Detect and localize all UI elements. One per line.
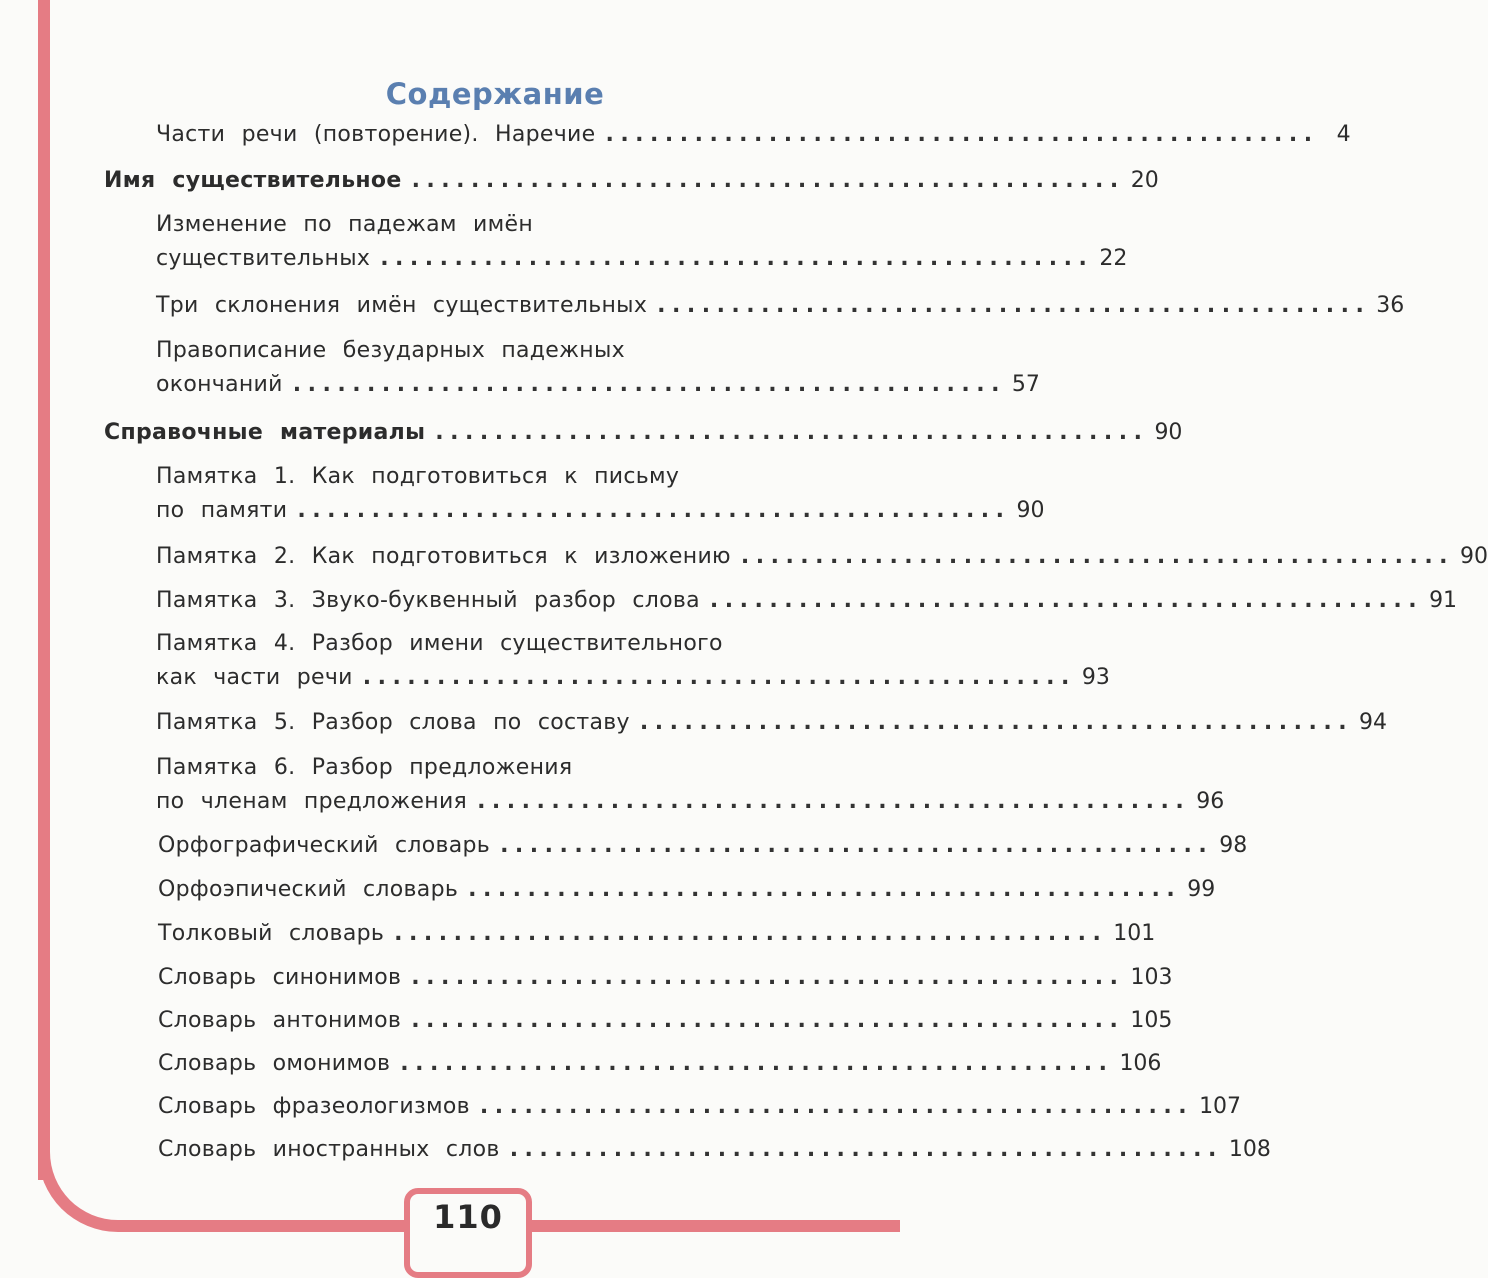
toc-entry-page: 96 bbox=[1196, 789, 1225, 814]
toc-entry-page: 90 bbox=[1016, 498, 1045, 523]
toc-entry-title-line1: Правописание безударных падежных bbox=[156, 338, 625, 363]
toc-entry[interactable] bbox=[156, 118, 1351, 152]
toc-entry-page: 101 bbox=[1113, 921, 1156, 946]
toc-section-title: Имя существительное bbox=[104, 168, 402, 193]
toc-entry[interactable] bbox=[156, 751, 1225, 819]
toc-entry-page: 90 bbox=[1460, 544, 1488, 569]
toc-section[interactable] bbox=[104, 416, 1183, 450]
toc-entry-title-line1: Памятка 1. Как подготовиться к письму bbox=[156, 464, 680, 489]
toc-entry-title: окончаний bbox=[156, 372, 283, 397]
toc-entry-title: Словарь омонимов bbox=[158, 1051, 391, 1076]
dot-leader: ................................................ bbox=[411, 168, 1125, 193]
toc-entry-page: 4 bbox=[1336, 122, 1351, 147]
toc-entry-title: Словарь синонимов bbox=[158, 965, 402, 990]
toc-entry[interactable] bbox=[158, 917, 1156, 951]
toc-entry-page: 90 bbox=[1154, 420, 1183, 445]
toc-entry[interactable] bbox=[158, 1047, 1162, 1081]
dot-leader: ................................................ bbox=[468, 877, 1182, 902]
toc-entry-page: 57 bbox=[1011, 372, 1040, 397]
toc-entry-page: 94 bbox=[1359, 710, 1388, 735]
toc-entry-page: 93 bbox=[1081, 665, 1110, 690]
toc-entry-page: 106 bbox=[1119, 1051, 1162, 1076]
toc-entry-page: 20 bbox=[1130, 168, 1159, 193]
toc-entry[interactable] bbox=[156, 584, 1458, 618]
toc-entry-title: Три склонения имён существительных bbox=[156, 293, 648, 318]
dot-leader: ................................................ bbox=[435, 420, 1149, 445]
toc-entry-page: 105 bbox=[1130, 1008, 1173, 1033]
dot-leader: ................................................ bbox=[639, 710, 1354, 735]
toc-entry-title: Толковый словарь bbox=[158, 921, 385, 946]
frame-corner bbox=[38, 1140, 133, 1232]
toc-entry-page: 36 bbox=[1376, 293, 1405, 318]
toc-entry-title-line1: Памятка 4. Разбор имени существительного bbox=[156, 631, 723, 656]
toc-entry-title-line1: Памятка 6. Разбор предложения bbox=[156, 755, 573, 780]
toc-entry-title: Словарь фразеологизмов bbox=[158, 1094, 470, 1119]
page-number: 110 bbox=[433, 1198, 503, 1236]
toc-entry[interactable] bbox=[158, 1133, 1271, 1167]
toc-entry[interactable] bbox=[156, 334, 1040, 402]
toc-entry[interactable] bbox=[156, 460, 1045, 528]
dot-leader: ................................................ bbox=[292, 372, 1006, 397]
toc-entry-page: 99 bbox=[1187, 877, 1216, 902]
toc-section[interactable] bbox=[104, 164, 1159, 198]
dot-leader: ................................................ bbox=[657, 293, 1371, 318]
dot-leader: ................................................ bbox=[740, 544, 1455, 569]
toc-entry[interactable] bbox=[158, 1004, 1173, 1038]
dot-leader: ................................................ bbox=[411, 1008, 1125, 1033]
dot-leader: ................................................ bbox=[709, 588, 1424, 613]
toc-entry-title: по членам предложения bbox=[156, 789, 468, 814]
toc-entry-title: Словарь иностранных слов bbox=[158, 1137, 500, 1162]
dot-leader: ................................................ bbox=[362, 665, 1076, 690]
dot-leader: ................................................ bbox=[605, 122, 1319, 147]
toc-entry-title: Памятка 3. Звуко-буквенный разбор слова bbox=[156, 588, 700, 613]
toc-entry[interactable] bbox=[158, 961, 1173, 995]
toc-entry-page: 98 bbox=[1219, 833, 1248, 858]
toc-entry-title-line1: Изменение по падежам имён bbox=[156, 212, 534, 237]
dot-leader: ................................................ bbox=[477, 789, 1191, 814]
toc-entry-title: Орфографический словарь bbox=[158, 833, 491, 858]
toc-entry-title: Памятка 2. Как подготовиться к изложению bbox=[156, 544, 731, 569]
toc-entry-title: Памятка 5. Разбор слова по составу bbox=[156, 710, 630, 735]
toc-section-title: Справочные материалы bbox=[104, 420, 426, 445]
toc-entry-page: 103 bbox=[1130, 965, 1173, 990]
page-title: Содержание bbox=[385, 77, 605, 112]
toc-entry-title: Части речи (повторение). Наречие bbox=[156, 122, 596, 147]
toc-entry[interactable] bbox=[158, 873, 1216, 907]
toc-entry[interactable] bbox=[156, 627, 1110, 695]
dot-leader: ................................................ bbox=[297, 498, 1011, 523]
toc-entry-page: 108 bbox=[1228, 1137, 1271, 1162]
toc-entry-page: 107 bbox=[1199, 1094, 1242, 1119]
dot-leader: ................................................ bbox=[509, 1137, 1223, 1162]
dot-leader: ................................................ bbox=[500, 833, 1214, 858]
toc-entry[interactable] bbox=[156, 208, 1128, 276]
toc-entry[interactable] bbox=[156, 706, 1388, 740]
dot-leader: ................................................ bbox=[411, 965, 1125, 990]
toc-entry[interactable] bbox=[158, 1090, 1242, 1124]
frame-left-border bbox=[38, 0, 50, 1180]
toc-entry-page: 22 bbox=[1099, 246, 1128, 271]
toc-entry-title: как части речи bbox=[156, 665, 353, 690]
toc-entry-title: существительных bbox=[156, 246, 371, 271]
toc-entry-title: Орфоэпический словарь bbox=[158, 877, 459, 902]
dot-leader: ................................................ bbox=[380, 246, 1094, 271]
toc-entry-title: по памяти bbox=[156, 498, 288, 523]
toc-entry-page: 91 bbox=[1429, 588, 1458, 613]
dot-leader: ................................................ bbox=[400, 1051, 1114, 1076]
toc-entry[interactable] bbox=[158, 829, 1248, 863]
toc-entry[interactable] bbox=[156, 289, 1405, 323]
toc-entry-title: Словарь антонимов bbox=[158, 1008, 402, 1033]
toc-entry[interactable] bbox=[156, 540, 1488, 574]
dot-leader: ................................................ bbox=[394, 921, 1108, 946]
dot-leader: ................................................ bbox=[479, 1094, 1194, 1119]
